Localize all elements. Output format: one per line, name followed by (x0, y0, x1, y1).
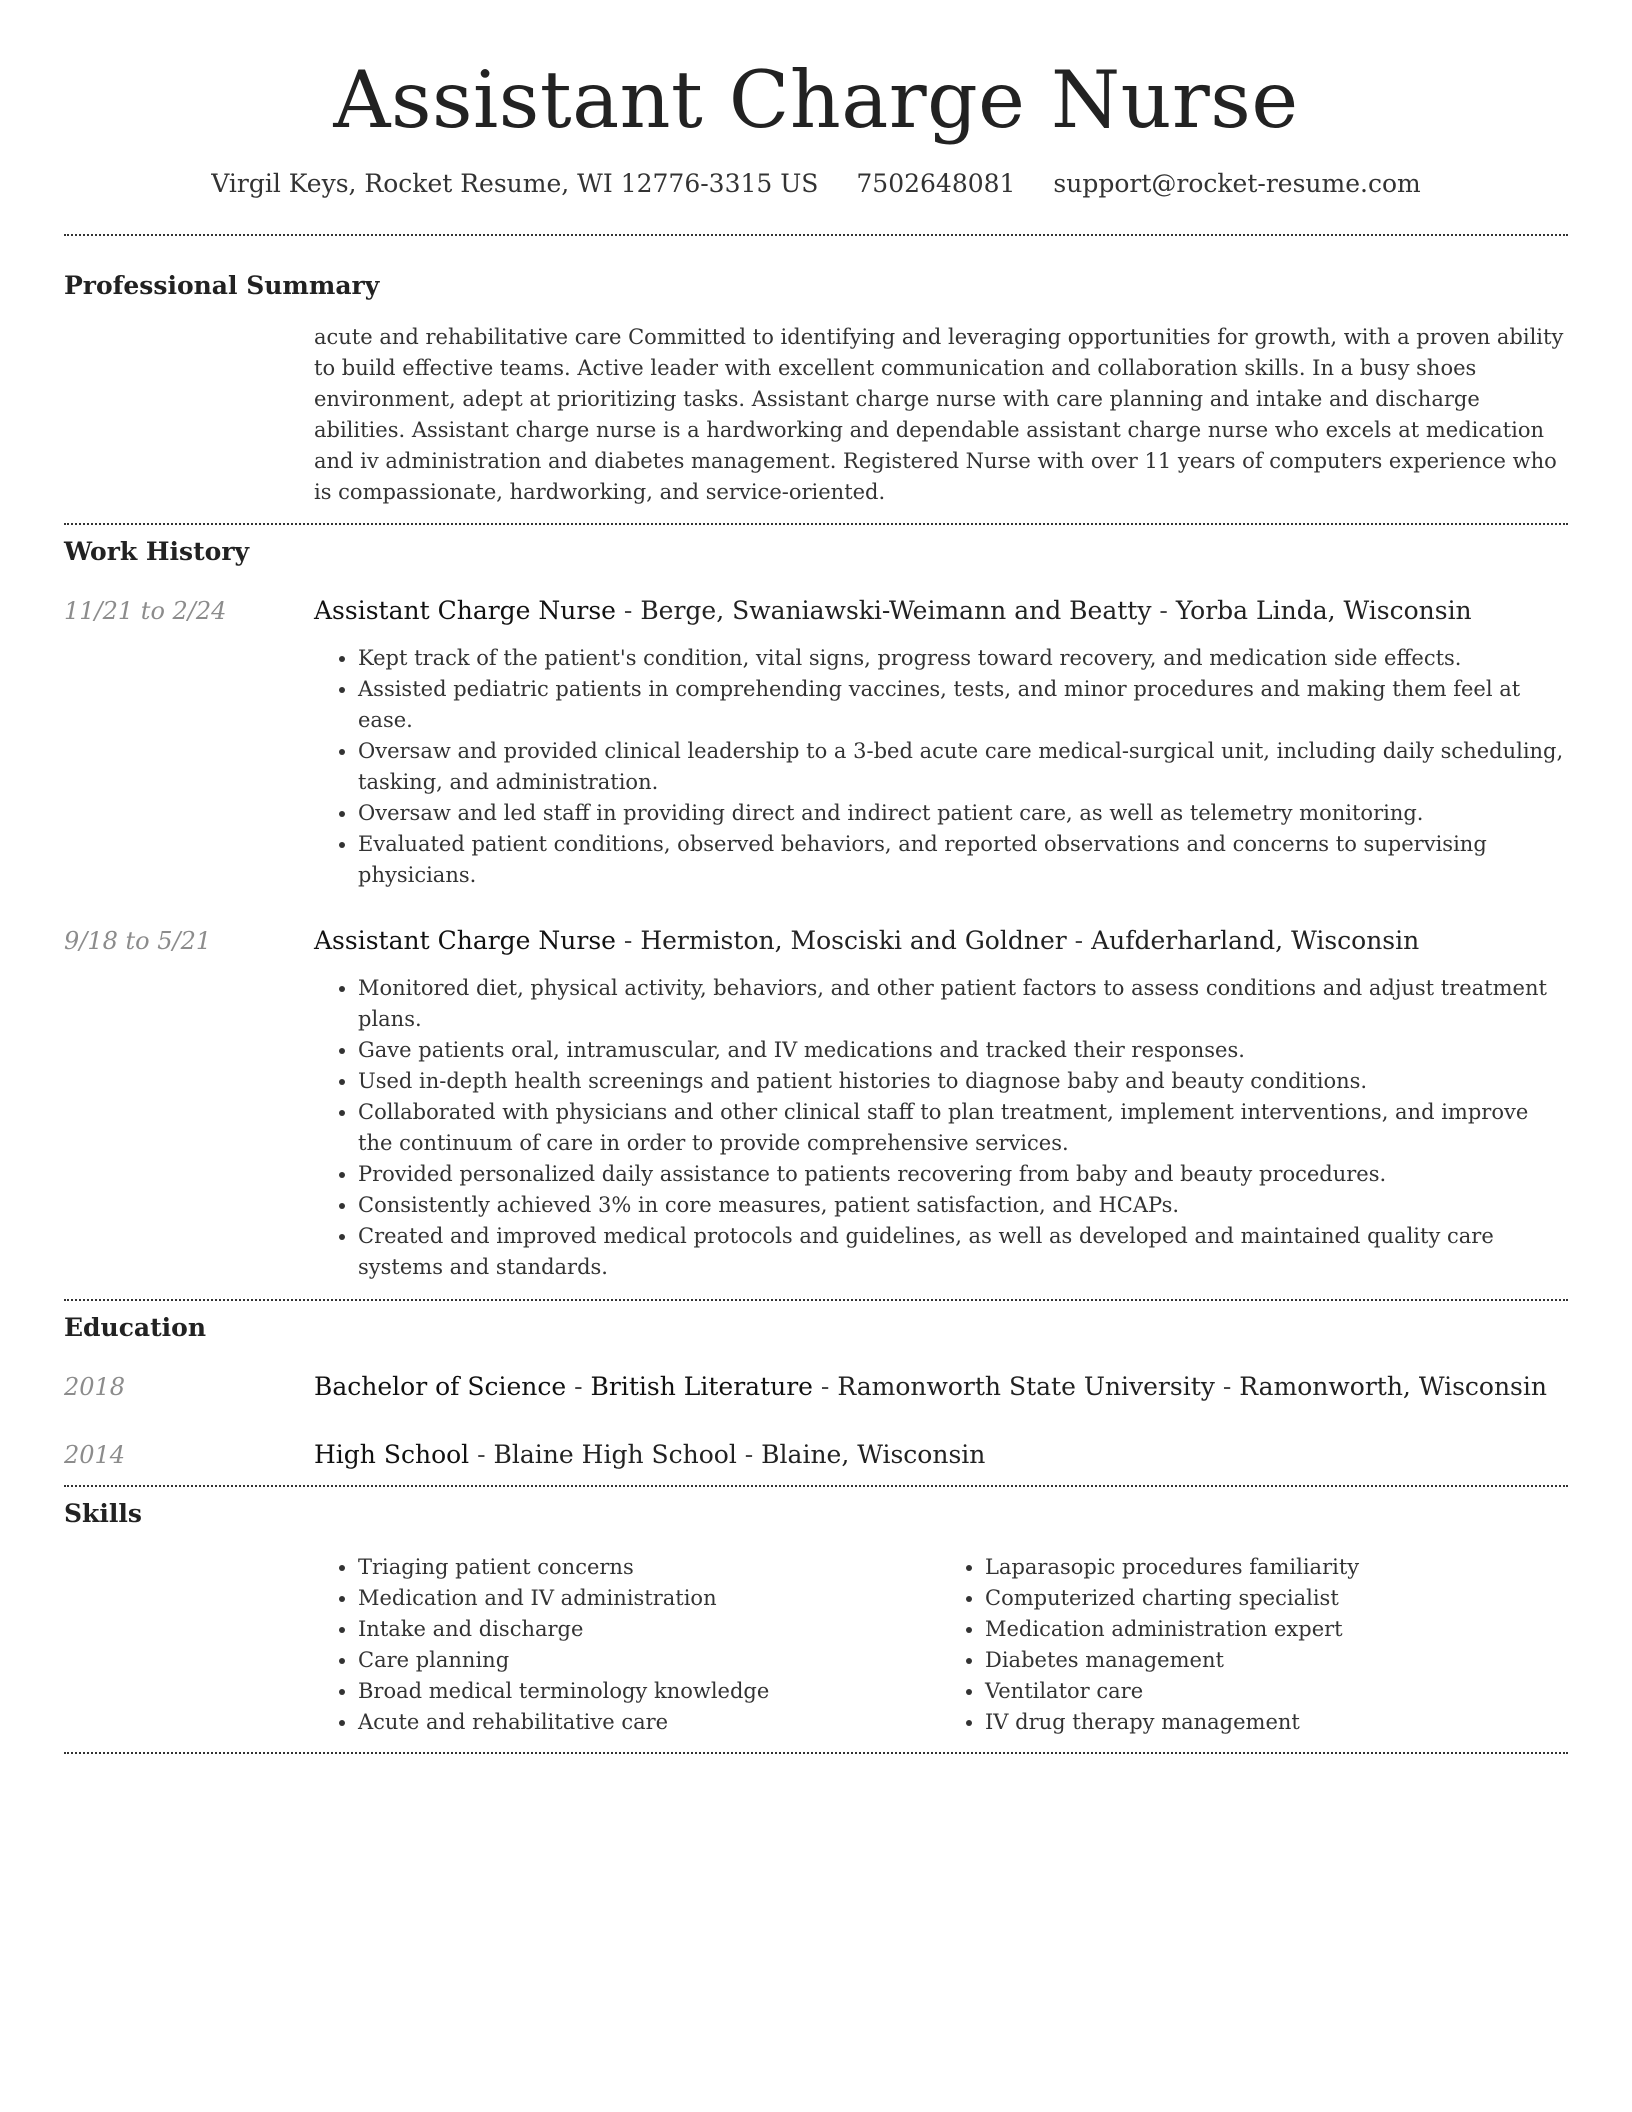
skill-item: • Diabetes management (985, 1645, 1568, 1676)
skills-heading: Skills (64, 1499, 142, 1528)
divider (64, 234, 1568, 236)
job-dates: 11/21 to 2/24 (64, 597, 227, 625)
education-degree: High School (314, 1440, 470, 1469)
education-location: Ramonworth, Wisconsin (1239, 1372, 1547, 1401)
divider (64, 523, 1568, 525)
job-location: Yorba Linda, Wisconsin (1175, 596, 1472, 625)
skills-list-left (314, 1552, 941, 1738)
skills-list-right (941, 1552, 1568, 1738)
skill-item: • Computerized charting specialist (985, 1583, 1568, 1614)
skills-spacer (64, 1552, 314, 1738)
skill-item: • Acute and rehabilitative care (358, 1707, 941, 1738)
skill-item: • Laparasopic procedures familiarity (985, 1552, 1568, 1583)
education-details (314, 1371, 1568, 1403)
skill-item: • Medication administration expert (985, 1614, 1568, 1645)
list-item: • Evaluated patient conditions, observed behaviors, and reported observations and concerns to supervising physicians. (358, 829, 1568, 891)
skills-section (64, 1498, 1568, 1738)
job-entry (64, 925, 1568, 1283)
contact-line (64, 168, 1568, 200)
job-role: Assistant Charge Nurse (314, 926, 616, 955)
separator: - (1214, 1372, 1240, 1401)
separator: - (812, 1372, 838, 1401)
resume-page (64, 0, 1568, 1754)
summary-text: acute and rehabilitative care Committed to identifying and leveraging opportunities for growth, with a proven ability to build effective teams. Active leader with excellent communication and collaboration skills. In a busy shoes environment, adept at prioritizing tasks. Assistant charge nurse with care planning and intake and discharge abilities. Assistant charge nurse is a hardworking and dependable assistant charge nurse who excels at medication and iv administration and diabetes management. Registered Nurse with over 11 years of computers experience who is compassionate, hardworking, and service-oriented. (314, 325, 1564, 504)
list-item: • Created and improved medical protocols and guidelines, as well as developed and maintained quality care systems and standards. (358, 1221, 1568, 1283)
skill-item: • Care planning (358, 1645, 941, 1676)
list-item: • Kept track of the patient's condition, vital signs, progress toward recovery, and medication side effects. (358, 643, 1568, 674)
separator: - (1151, 596, 1176, 625)
skill-item: • Medication and IV administration (358, 1583, 941, 1614)
list-item: • Gave patients oral, intramuscular, and IV medications and tracked their responses. (358, 1035, 1568, 1066)
job-company: Berge, Swaniawski-Weimann and Beatty (640, 596, 1152, 625)
job-bullets (314, 973, 1568, 1283)
contact-email: support@rocket-resume.com (1053, 169, 1421, 198)
education-entry (64, 1371, 1568, 1403)
skills-grid (314, 1552, 1568, 1738)
list-item: • Assisted pediatric patients in comprehending vaccines, tests, and minor procedures and making them feel at ease. (358, 674, 1568, 736)
education-section (64, 1312, 1568, 1471)
separator: - (1066, 926, 1092, 955)
job-spacer (64, 643, 314, 891)
divider (64, 1485, 1568, 1487)
education-details (314, 1439, 1568, 1471)
work-section (64, 536, 1568, 1283)
summary-spacer (64, 322, 314, 508)
education-location: Blaine, Wisconsin (761, 1440, 986, 1469)
job-title (314, 595, 1568, 627)
job-company: Hermiston, Mosciski and Goldner (640, 926, 1067, 955)
education-year: 2014 (64, 1441, 126, 1469)
separator: - (469, 1440, 494, 1469)
job-bullets (314, 643, 1568, 891)
education-school: Blaine High School (493, 1440, 737, 1469)
education-heading: Education (64, 1313, 207, 1342)
divider (64, 1752, 1568, 1754)
list-item: • Consistently achieved 3% in core measures, patient satisfaction, and HCAPs. (358, 1190, 1568, 1221)
education-year: 2018 (64, 1373, 126, 1401)
job-dates: 9/18 to 5/21 (64, 927, 212, 955)
skill-item: • Triaging patient concerns (358, 1552, 941, 1583)
skill-item: • Intake and discharge (358, 1614, 941, 1645)
job-spacer (64, 973, 314, 1283)
skill-item: • IV drug therapy management (985, 1707, 1568, 1738)
separator: - (615, 596, 641, 625)
summary-heading: Professional Summary (64, 271, 380, 300)
contact-phone: 7502648081 (856, 169, 1016, 198)
list-item: • Oversaw and led staff in providing direct and indirect patient care, as well as telemetry monitoring. (358, 798, 1568, 829)
list-item: • Monitored diet, physical activity, behaviors, and other patient factors to assess conditions and adjust treatment plans. (358, 973, 1568, 1035)
candidate-name: Assistant Charge Nurse (333, 54, 1299, 146)
job-location: Aufderharland, Wisconsin (1091, 926, 1420, 955)
separator: - (736, 1440, 762, 1469)
education-entry (64, 1439, 1568, 1471)
divider (64, 1299, 1568, 1301)
list-item: • Provided personalized daily assistance to patients recovering from baby and beauty procedures. (358, 1159, 1568, 1190)
contact-address: Virgil Keys, Rocket Resume, WI 12776-3315 US (211, 169, 819, 198)
separator: - (615, 926, 641, 955)
summary-section (64, 270, 1568, 508)
job-entry (64, 595, 1568, 891)
list-item: • Used in-depth health screenings and patient histories to diagnose baby and beauty conditions. (358, 1066, 1568, 1097)
education-school: Ramonworth State University (837, 1372, 1215, 1401)
job-title (314, 925, 1568, 957)
skill-item: • Broad medical terminology knowledge (358, 1676, 941, 1707)
education-degree: Bachelor of Science (314, 1372, 567, 1401)
job-role: Assistant Charge Nurse (314, 596, 616, 625)
work-heading: Work History (64, 537, 250, 566)
list-item: • Collaborated with physicians and other clinical staff to plan treatment, implement interventions, and improve the continuum of care in order to provide comprehensive services. (358, 1097, 1568, 1159)
skill-item: • Ventilator care (985, 1676, 1568, 1707)
separator: - (566, 1372, 591, 1401)
education-field: British Literature (590, 1372, 813, 1401)
list-item: • Oversaw and provided clinical leadership to a 3-bed acute care medical-surgical unit, including daily scheduling, tasking, and administration. (358, 736, 1568, 798)
